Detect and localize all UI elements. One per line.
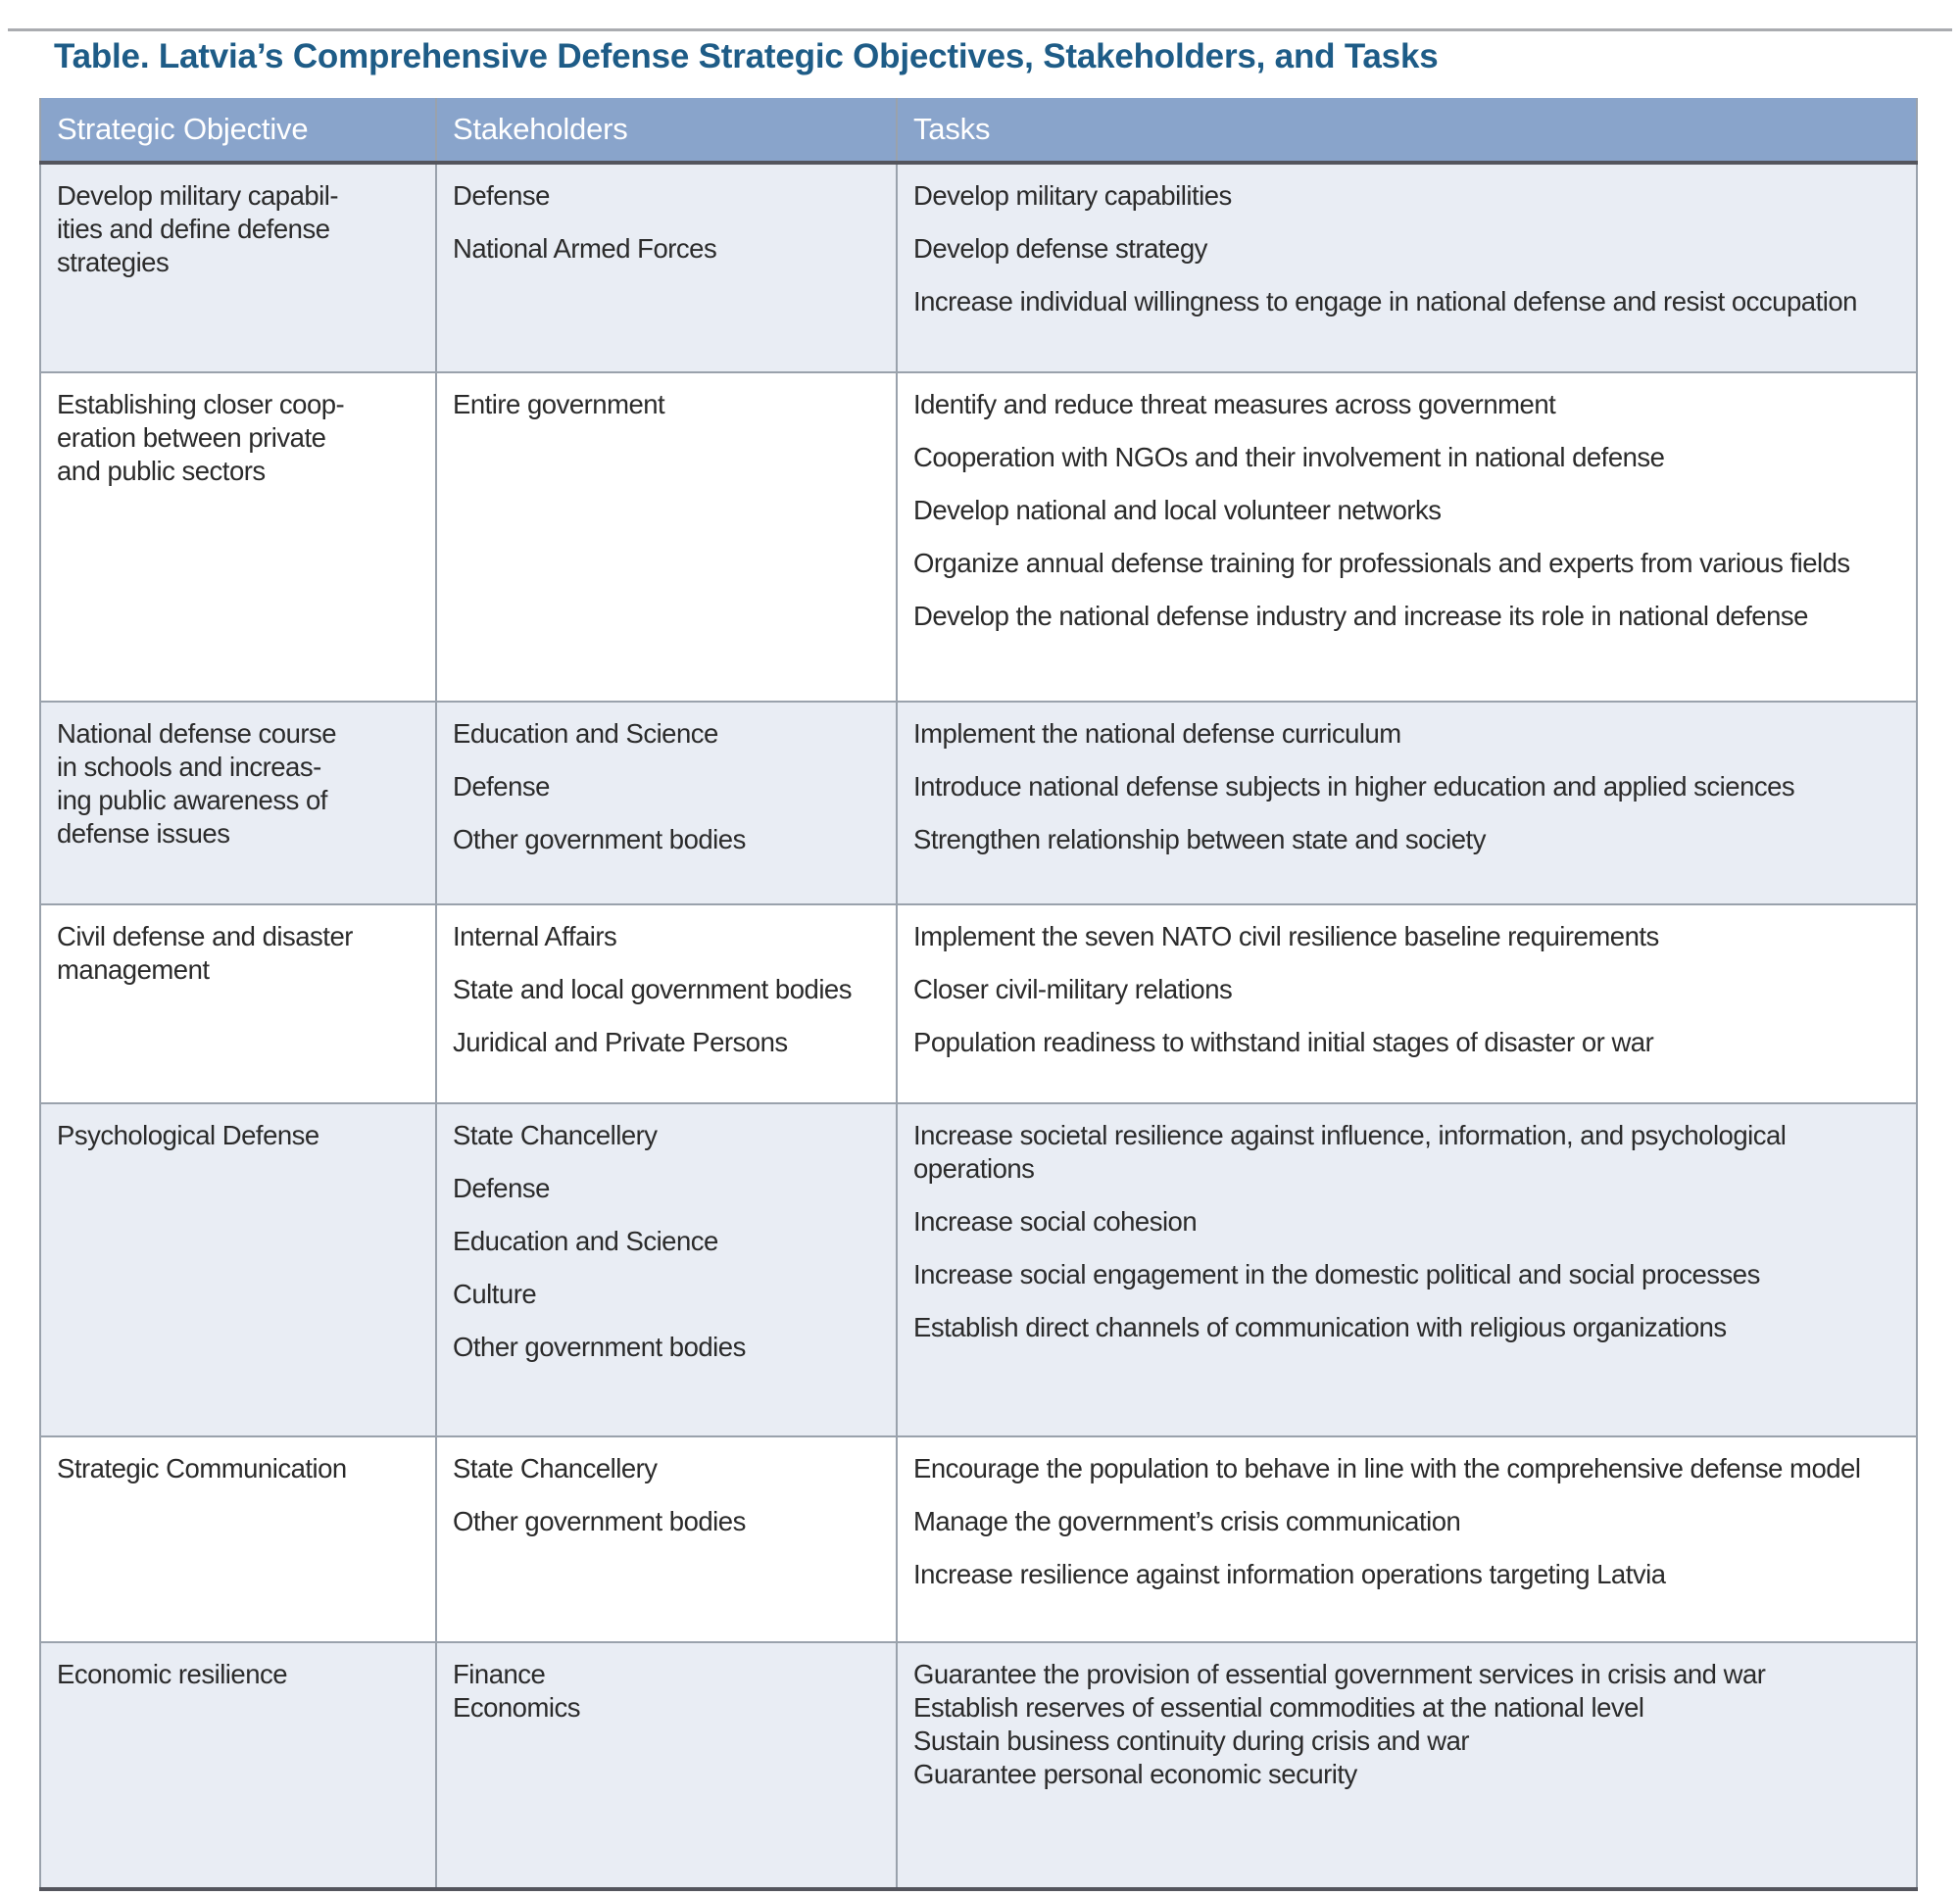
stakeholders-cell (436, 1642, 897, 1889)
task-item: Increase societal resilience against influence, information, and psychological operations (913, 1120, 1787, 1184)
objective-line: strategies (57, 247, 170, 277)
table-row (40, 163, 1917, 372)
table-row (40, 1436, 1917, 1642)
objective-line: Strategic Communication (57, 1453, 347, 1483)
task-item: Population readiness to withstand initial stages of disaster or war (913, 1027, 1654, 1057)
table-row (40, 904, 1917, 1103)
stakeholders-cell (436, 1436, 897, 1642)
objective-line: Develop military capabil- (57, 180, 339, 211)
header-stakeholders: Stakeholders (436, 98, 897, 163)
stakeholder-item: Finance (453, 1659, 546, 1689)
stakeholder-item: Other government bodies (453, 824, 746, 854)
objective-line: ing public awareness of (57, 785, 327, 815)
tasks-cell (897, 372, 1917, 702)
tasks-cell (897, 1103, 1917, 1436)
stakeholder-item: State and local government bodies (453, 974, 852, 1004)
objective-line: in schools and increas- (57, 752, 321, 782)
objective-line: Economic resilience (57, 1659, 288, 1689)
objective-cell (40, 702, 436, 904)
stakeholder-item: Entire government (453, 389, 665, 419)
tasks-cell (897, 163, 1917, 372)
task-item: Strengthen relationship between state and society (913, 824, 1486, 854)
stakeholder-item: Other government bodies (453, 1506, 746, 1536)
task-item: Develop the national defense industry and increase its role in national defense (913, 601, 1808, 631)
stakeholders-cell (436, 1103, 897, 1436)
stakeholder-item: Defense (453, 771, 550, 802)
objective-line: Psychological Defense (57, 1120, 319, 1150)
objective-cell (40, 372, 436, 702)
stakeholder-item: Internal Affairs (453, 921, 617, 951)
task-item: Introduce national defense subjects in higher education and applied sciences (913, 771, 1795, 802)
table-row (40, 372, 1917, 702)
task-item: Closer civil-military relations (913, 974, 1233, 1004)
tasks-cell (897, 904, 1917, 1103)
task-item: Guarantee the provision of essential government services in crisis and war (913, 1659, 1766, 1689)
task-item: Establish reserves of essential commodities at the national level (913, 1692, 1644, 1723)
stakeholder-item: Juridical and Private Persons (453, 1027, 788, 1057)
task-item: Sustain business continuity during crisis and war (913, 1726, 1470, 1756)
stakeholder-item: Education and Science (453, 718, 718, 749)
objective-line: National defense course (57, 718, 337, 749)
stakeholders-cell (436, 372, 897, 702)
objective-cell (40, 904, 436, 1103)
stakeholder-item: Defense (453, 180, 550, 211)
header-tasks: Tasks (897, 98, 1917, 163)
table-row (40, 1103, 1917, 1436)
objective-cell (40, 163, 436, 372)
table-header (40, 98, 1917, 163)
table-row (40, 702, 1917, 904)
task-item: Develop national and local volunteer networks (913, 495, 1442, 525)
stakeholder-item: Economics (453, 1692, 580, 1723)
objective-line: ities and define defense (57, 214, 330, 244)
objective-line: and public sectors (57, 456, 266, 486)
task-item: Increase resilience against information operations targeting Latvia (913, 1559, 1666, 1589)
task-item: Cooperation with NGOs and their involvement in national defense (913, 442, 1665, 472)
task-item: Implement the national defense curriculum (913, 718, 1401, 749)
top-rule (8, 28, 1952, 31)
stakeholder-item: National Armed Forces (453, 233, 717, 264)
task-item: Increase individual willingness to engage in national defense and resist occupation (913, 286, 1857, 316)
tasks-cell (897, 1436, 1917, 1642)
objective-line: management (57, 954, 210, 985)
table-row (40, 1642, 1917, 1889)
stakeholder-item: Other government bodies (453, 1332, 746, 1362)
stakeholder-item: Defense (453, 1173, 550, 1203)
defense-table (39, 98, 1918, 1891)
header-row (40, 98, 1917, 163)
objective-cell (40, 1436, 436, 1642)
stakeholder-item: Culture (453, 1279, 537, 1309)
task-item: Increase social engagement in the domestic political and social processes (913, 1259, 1760, 1289)
stakeholder-item: State Chancellery (453, 1120, 658, 1150)
stakeholders-cell (436, 702, 897, 904)
objective-line: eration between private (57, 422, 326, 453)
task-item: Guarantee personal economic security (913, 1759, 1357, 1789)
table-body (40, 163, 1917, 1889)
task-item: Develop military capabilities (913, 180, 1232, 211)
objective-cell (40, 1642, 436, 1889)
task-item: Increase social cohesion (913, 1206, 1198, 1237)
objective-line: Establishing closer coop- (57, 389, 345, 419)
stakeholders-cell (436, 904, 897, 1103)
objective-line: defense issues (57, 818, 230, 849)
task-item: Identify and reduce threat measures across government (913, 389, 1556, 419)
tasks-cell (897, 702, 1917, 904)
tasks-cell (897, 1642, 1917, 1889)
stakeholders-cell (436, 163, 897, 372)
task-item: Encourage the population to behave in line with the comprehensive defense model (913, 1453, 1861, 1483)
objective-cell (40, 1103, 436, 1436)
stakeholder-item: Education and Science (453, 1226, 718, 1256)
task-item: Organize annual defense training for professionals and experts from various fields (913, 548, 1850, 578)
header-strategic-objective: Strategic Objective (40, 98, 436, 163)
task-item: Manage the government’s crisis communication (913, 1506, 1461, 1536)
task-item: Develop defense strategy (913, 233, 1207, 264)
task-item: Establish direct channels of communication with religious organizations (913, 1312, 1727, 1342)
objective-line: Civil defense and disaster (57, 921, 353, 951)
stakeholder-item: State Chancellery (453, 1453, 658, 1483)
table-title: Table. Latvia’s Comprehensive Defense Strategic Objectives, Stakeholders, and Tasks (54, 37, 1439, 75)
task-item: Implement the seven NATO civil resilience baseline requirements (913, 921, 1659, 951)
